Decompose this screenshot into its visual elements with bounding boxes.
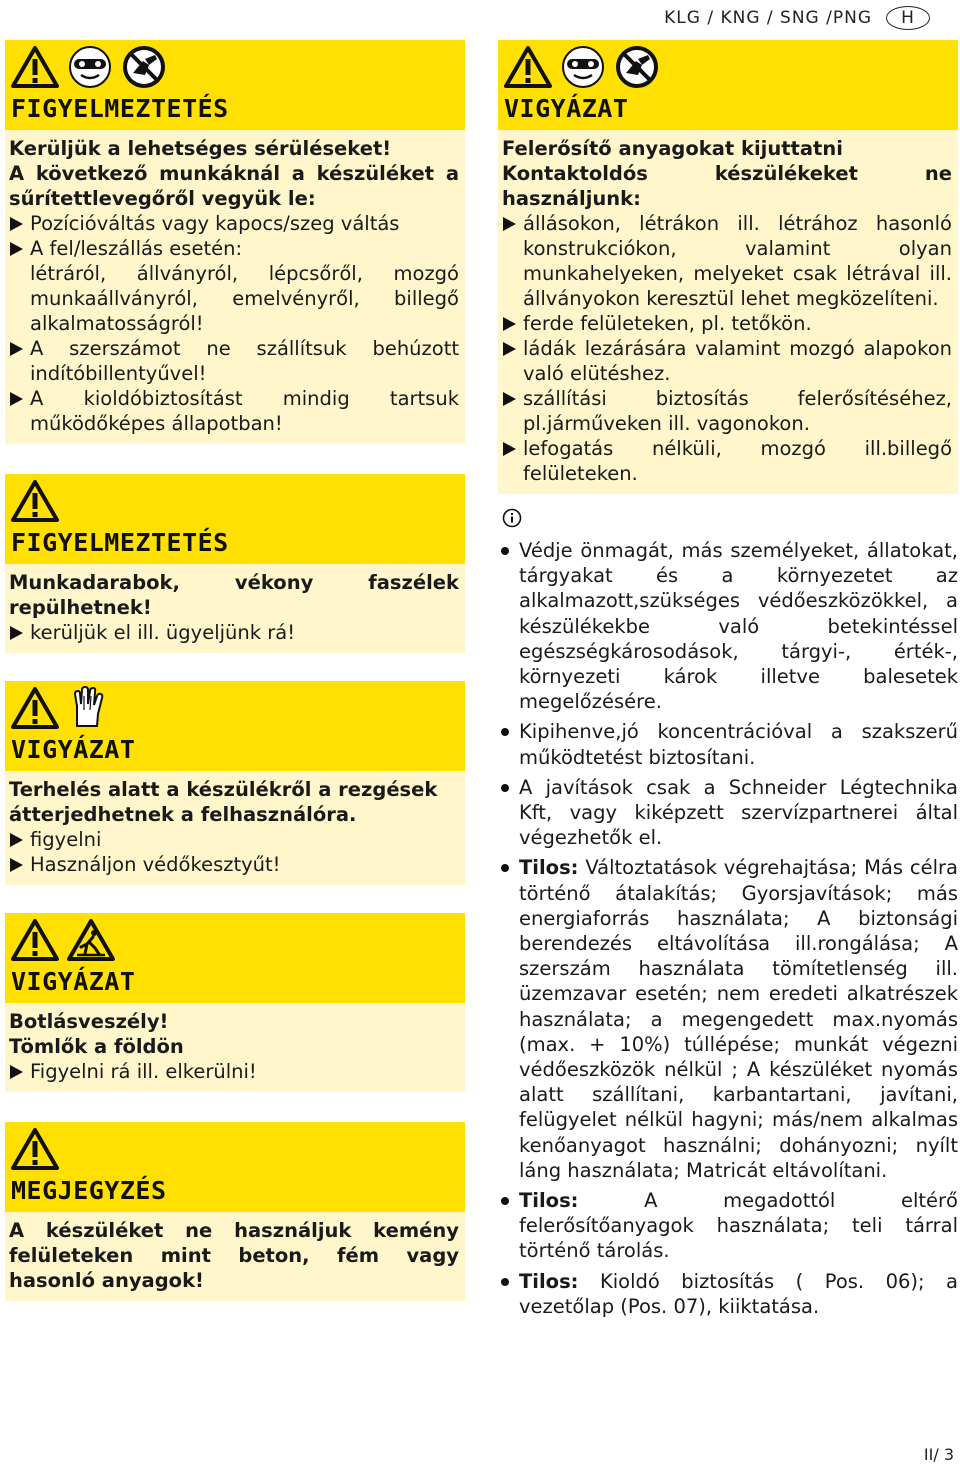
trip-hazard-icon (67, 918, 115, 962)
warning-triangle-icon (11, 1127, 59, 1171)
warning-triangle-icon (11, 686, 59, 730)
box-body (5, 1003, 465, 1092)
box-header (498, 40, 958, 130)
box-body (498, 130, 958, 494)
warning-box-splinters (5, 474, 465, 653)
list-item: ládák lezárására valamint mozgó alapokon való elütéshez. (502, 336, 952, 386)
prohibited-text: Változtatások végrehajtása; Más célra történő átalakítás; Gyorsjavítások; más energiaforrás használata; A biztonsági berendezés eltávolítása ill.rongálása; A szerszám használata tömítetlenség ill. üzemzavar esetén; nem eredeti alkatrészek használata; a megengedett max.nyomás (max. + 10%) túllépése; munkát végezni védőeszközök nélkül ; A készüléket nyomás alatt szállítani, karbantartani, javítani, felügyelet nélkül hagyni; más/nem alkalmas kenőanyagot használni; dohányozni; nyílt láng használata; Matricát eltávolítani. (519, 856, 958, 1182)
list-item: szállítási biztosítás felerősítéséhez, pl.járműveken ill. vagonokon. (502, 386, 952, 436)
list-item: lefogatás nélküli, mozgó ill.billegő felületeken. (502, 436, 952, 486)
list-item: kerüljük el ill. ügyeljünk rá! (9, 620, 459, 645)
box-title: VIGYÁZAT (11, 967, 136, 996)
warning-triangle-icon (11, 918, 59, 962)
list-item: állásokon, létrákon ill. létrához hasonló konstrukciókon, valamint olyan munkahelyeken, melyeket csak létrával ill. állványokon keresztül lehet megközelíteni. (502, 211, 952, 311)
list-item (9, 236, 459, 336)
list-item (498, 855, 958, 1183)
page-header (664, 6, 930, 30)
box-title: MEGJEGYZÉS (11, 1176, 167, 1205)
box-header (5, 913, 465, 1003)
box-body (5, 771, 465, 885)
caution-box-vibration (5, 681, 465, 885)
list-item: ferde felületeken, pl. tetőkön. (502, 311, 952, 336)
list-item: Kipihenve,jó koncentrációval a szakszerű működtetést biztosítani. (498, 719, 958, 769)
list-item (498, 1269, 958, 1319)
prohibited-label: Tilos: (519, 856, 579, 880)
list-item: A szerszámot ne szállítsuk behúzott indítóbillentyűvel! (9, 336, 459, 386)
protective-glove-icon (67, 686, 107, 730)
box-lead: A készüléket ne használjuk kemény felületeken mint beton, fém vagy hasonló anyagok! (9, 1219, 459, 1292)
prohibited-text: A megadottól eltérő felerősítőanyagok használata; teli tárral történő tárolás. (519, 1189, 958, 1263)
icon-row (504, 44, 950, 90)
icon-row (11, 44, 457, 90)
box-lead: Tömlők a földön (9, 1035, 184, 1058)
prohibited-label: Tilos: (519, 1189, 579, 1213)
caution-box-trip (5, 913, 465, 1092)
list-item-label: A fel/leszállás esetén: (30, 237, 243, 260)
right-column (498, 40, 958, 1324)
box-title: VIGYÁZAT (11, 735, 136, 764)
note-box-hard-surfaces (5, 1122, 465, 1301)
box-lead: Terhelés alatt a készülékről a rezgések átterjedhetnek a felhasználóra. (9, 778, 438, 826)
box-title: VIGYÁZAT (504, 94, 629, 123)
box-body (5, 1212, 465, 1301)
page-number: II/ 3 (923, 1445, 954, 1464)
list-item: A kioldóbiztosítást mindig tartsuk működőképes állapotban! (9, 386, 459, 436)
no-hand-near-nozzle-icon (614, 45, 660, 89)
list-item: Használjon védőkesztyűt! (9, 852, 459, 877)
box-header (5, 681, 465, 771)
box-subtitle: A következő munkáknál a készüléket a sűrítettlevegőről vegyük le: (9, 162, 459, 210)
box-lead: Botlásveszély! (9, 1010, 169, 1033)
model-list: KLG / KNG / SNG /PNG (664, 8, 872, 28)
box-title: FIGYELMEZTETÉS (11, 528, 229, 557)
icon-row (11, 478, 457, 524)
list-item (498, 1188, 958, 1264)
prohibited-label: Tilos: (519, 1269, 579, 1293)
icon-row (11, 917, 457, 963)
left-column (5, 40, 465, 1301)
box-header (5, 1122, 465, 1212)
box-lead: Munkadarabok, vékony faszélek repülhetnek! (9, 571, 459, 619)
box-lead: Kerüljük a lehetséges sérüléseket! (9, 137, 392, 160)
list-item-detail: létráról, állványról, lépcsőről, mozgó munkaállványról, emelvényről, billegő alkalmatosságról! (30, 262, 459, 335)
icon-row (11, 1126, 457, 1172)
warning-triangle-icon (11, 45, 59, 89)
box-body (5, 130, 465, 444)
list-item: figyelni (9, 827, 459, 852)
list-item: Védje önmagát, más személyeket, állatokat, tárgyakat és a környezetet az alkalmazott,szükséges védőeszközökkel, a készülékekbe való betekintéssel egészségkárosodások, tárgyi-, érték-, környezeti károk illetve balesetek megelőzésére. (498, 538, 958, 714)
list-item: Pozícióváltás vagy kapocs/szeg váltás (9, 211, 459, 236)
caution-box-fasteners (498, 40, 958, 494)
box-lead: Felerősítő anyagokat kijuttatni (502, 137, 843, 160)
safety-goggles-icon (67, 45, 113, 89)
box-header (5, 40, 465, 130)
warning-triangle-icon (11, 479, 59, 523)
box-title: FIGYELMEZTETÉS (11, 94, 229, 123)
safety-goggles-icon (560, 45, 606, 89)
no-hand-near-nozzle-icon (121, 45, 167, 89)
prohibited-text: Kioldó biztosítás ( Pos. 06); a vezetőlap (Pos. 07), kiiktatása. (519, 1269, 958, 1318)
language-badge: H (886, 6, 930, 30)
warning-box-injuries (5, 40, 465, 444)
safety-instructions-list (498, 538, 958, 1319)
box-body (5, 564, 465, 653)
box-header (5, 474, 465, 564)
list-item: A javítások csak a Schneider Légtechnika Kft, vagy kiképzett szervízpartnerei által végezhetők el. (498, 775, 958, 851)
box-lead: Kontaktoldós készülékeket ne használjunk: (502, 162, 952, 210)
info-icon (502, 508, 958, 532)
icon-row (11, 685, 457, 731)
list-item: Figyelni rá ill. elkerülni! (9, 1059, 459, 1084)
warning-triangle-icon (504, 45, 552, 89)
